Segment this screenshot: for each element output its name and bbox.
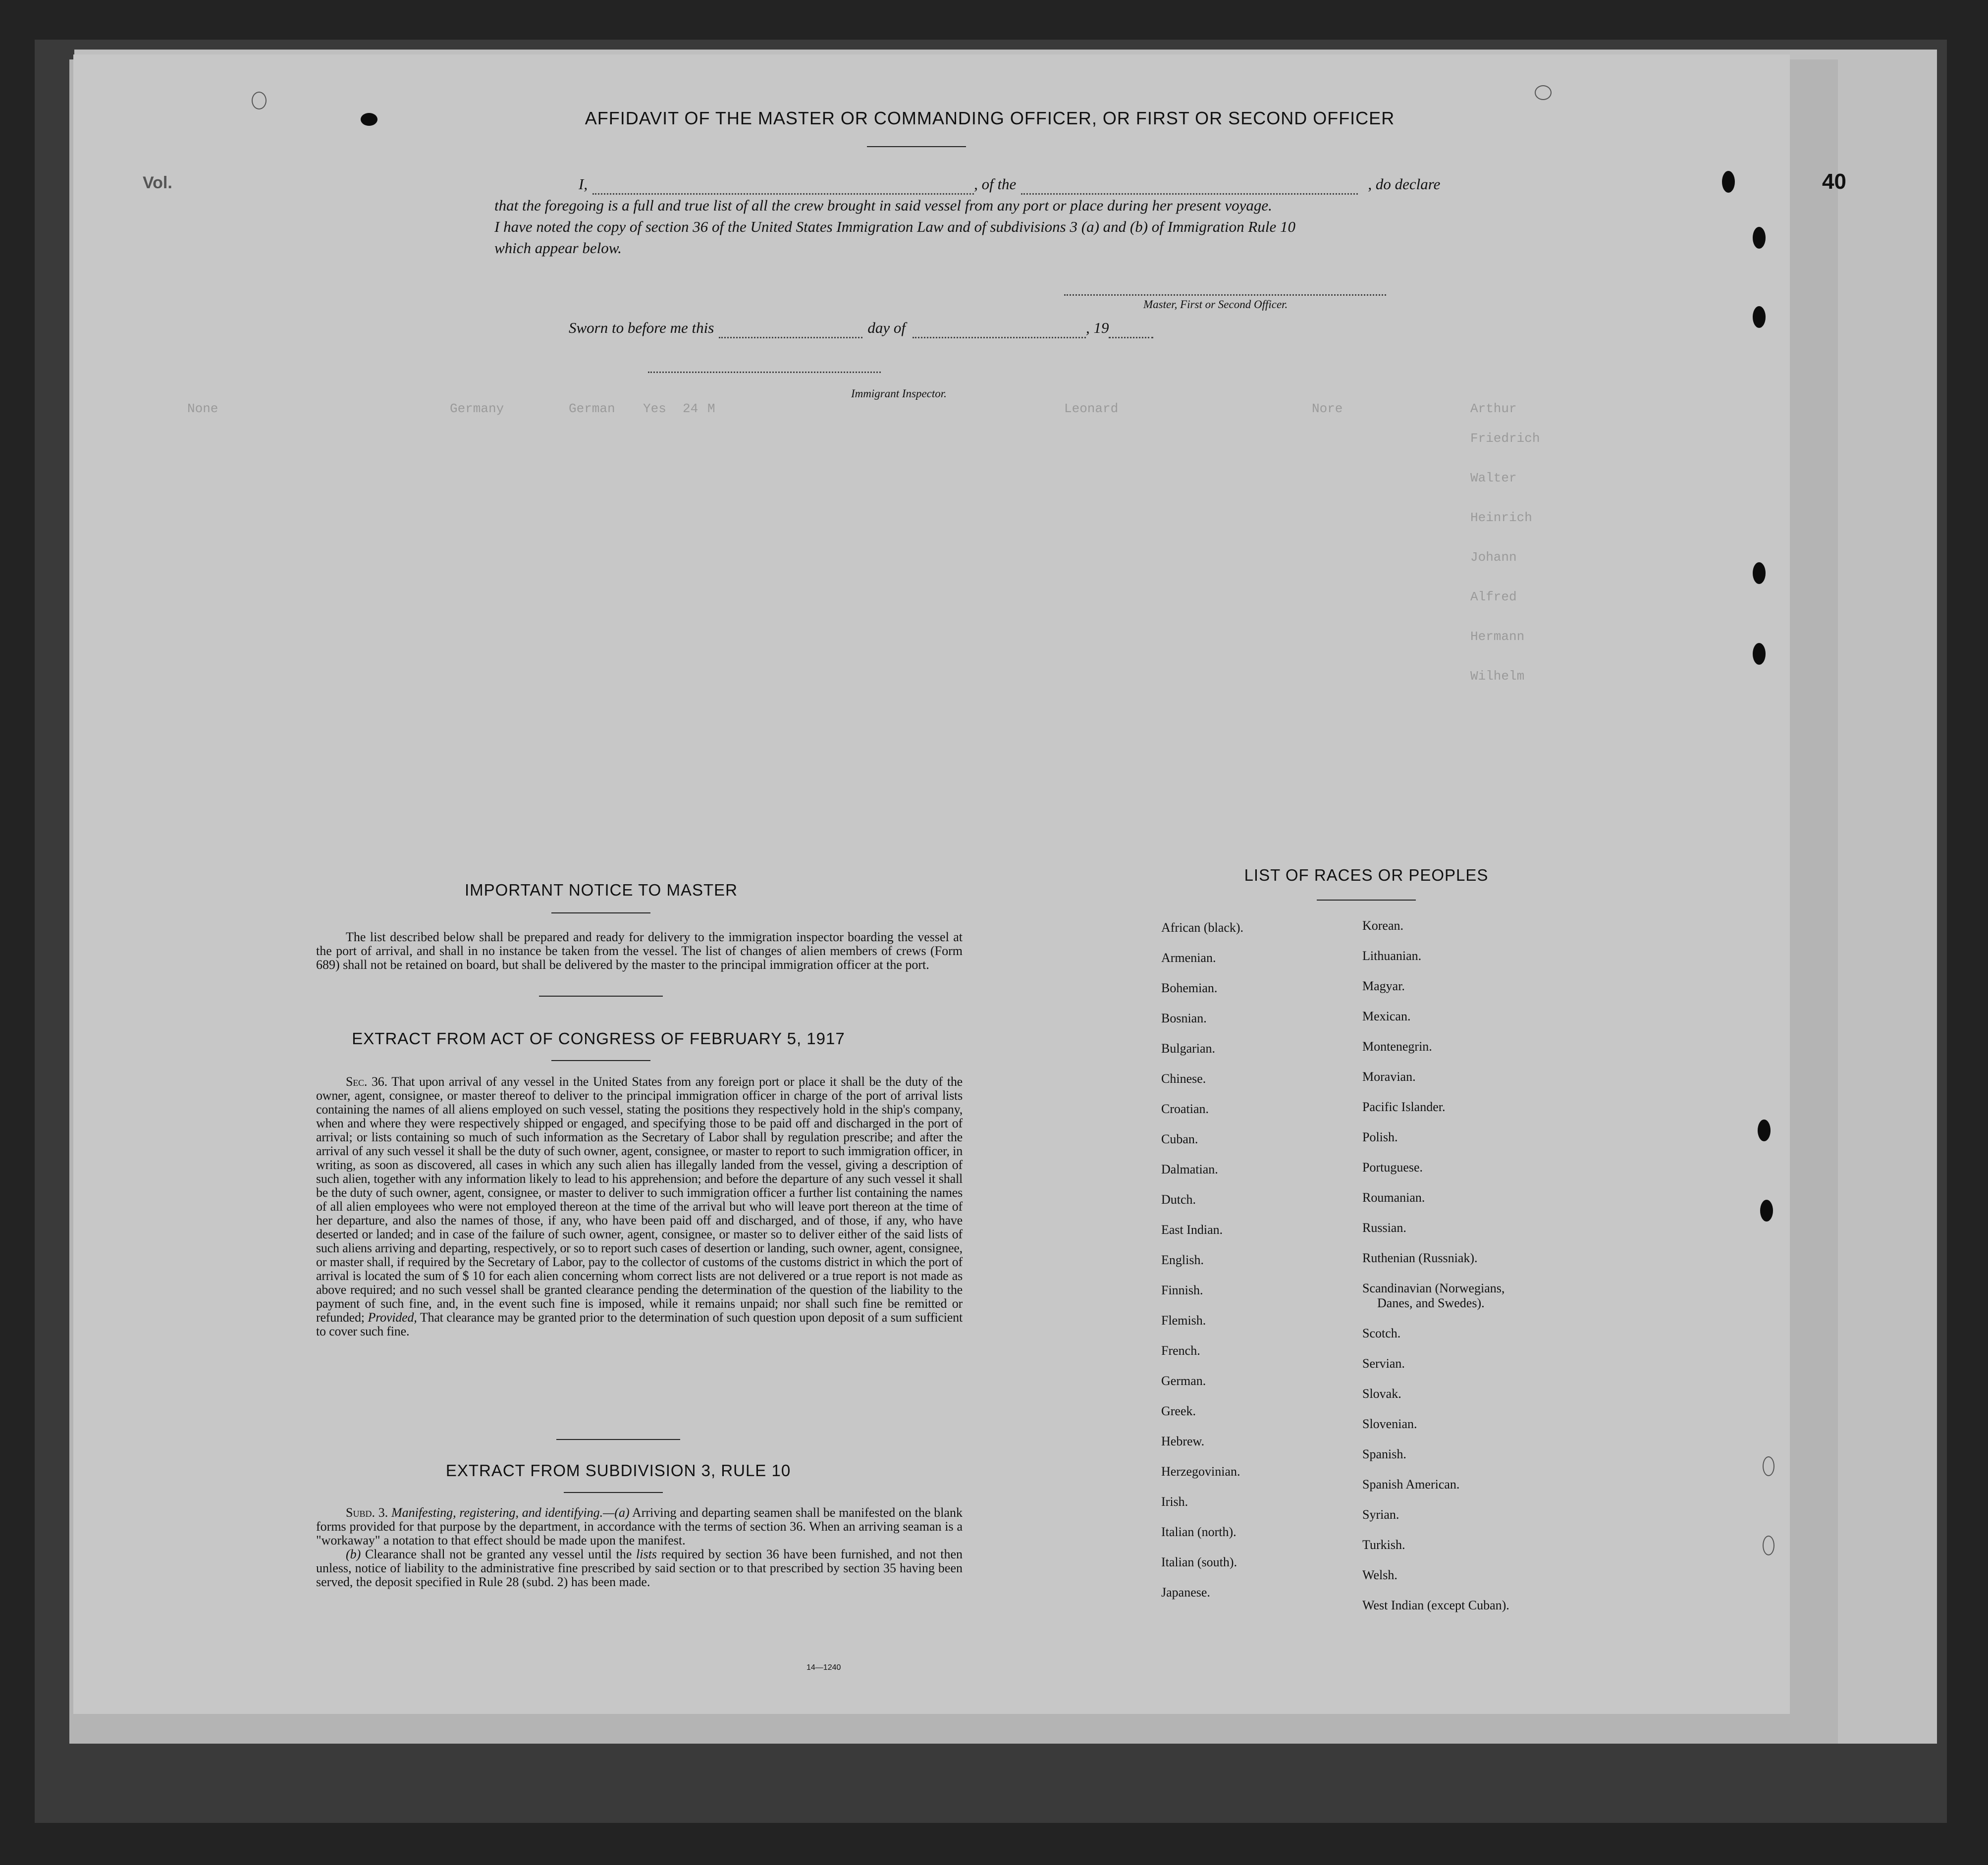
separator-rule — [539, 996, 663, 997]
binder-hole — [1760, 1200, 1773, 1222]
declaration-line-2: I have noted the copy of section 36 of the United States Immigration Law and of subdivisions 3 (a) and (b) of Immigration Rule 10 — [494, 218, 1295, 235]
race-item: Roumanian. — [1362, 1190, 1425, 1205]
punch-mark — [1535, 85, 1552, 100]
binder-hole — [1758, 1119, 1771, 1141]
rule-title: EXTRACT FROM SUBDIVISION 3, RULE 10 — [445, 1461, 791, 1480]
race-item: Moravian. — [1362, 1069, 1416, 1084]
race-item: Montenegrin. — [1362, 1039, 1432, 1054]
binder-hole-outline — [1763, 1536, 1774, 1555]
ghost-text: Leonard — [1064, 401, 1119, 416]
rule-para-b-label: (b) — [346, 1547, 361, 1561]
declaration-line-1: that the foregoing is a full and true list of all the crew brought in said vessel from any port or place during her present voyage. — [494, 197, 1272, 214]
race-item: Servian. — [1362, 1356, 1405, 1371]
notice-underline — [551, 912, 650, 913]
race-item: French. — [1161, 1343, 1200, 1358]
race-item: Russian. — [1362, 1221, 1406, 1235]
race-item: German. — [1161, 1374, 1206, 1388]
sworn-year-blank — [1109, 328, 1153, 338]
ghost-text: 24 — [683, 401, 698, 416]
vessel-blank — [1021, 185, 1358, 195]
name-blank — [592, 185, 974, 195]
race-item: Bohemian. — [1161, 981, 1218, 995]
races-right-column — [1362, 918, 1509, 1628]
race-item: Italian (north). — [1161, 1525, 1236, 1539]
rule-para-a: Arriving and departing seamen shall be manifested on the blank forms provided for that purpose by the department, in accordance with the terms of section 36. When an arriving seaman is a "workaway" a notation to that effect should be made upon the manifest. — [316, 1505, 963, 1547]
ghost-text: German — [569, 401, 615, 416]
rule-text-block — [316, 1506, 963, 1589]
race-item: Greek. — [1161, 1404, 1196, 1418]
binder-hole — [1753, 227, 1766, 249]
binder-hole — [1753, 306, 1766, 328]
race-item: Lithuanian. — [1362, 949, 1422, 963]
ghost-text: Wilhelm — [1470, 669, 1525, 684]
race-item: Italian (south). — [1161, 1555, 1237, 1569]
ghost-text: None — [187, 401, 218, 416]
master-signature-label: Master, First or Second Officer. — [1143, 298, 1288, 311]
rule-underline — [564, 1492, 663, 1493]
binder-hole — [1753, 562, 1766, 584]
race-item: Pacific Islander. — [1362, 1100, 1446, 1114]
race-item: Magyar. — [1362, 979, 1405, 993]
race-item: Spanish American. — [1362, 1477, 1460, 1492]
race-item: East Indian. — [1161, 1223, 1223, 1237]
separator-rule — [556, 1439, 680, 1440]
race-item: Spanish. — [1362, 1447, 1406, 1461]
race-item: Slovenian. — [1362, 1417, 1417, 1431]
margin-note: Vol. — [143, 173, 172, 192]
manifest-sheet — [73, 54, 1846, 1714]
ghost-text: Walter — [1470, 471, 1517, 485]
race-item: West Indian (except Cuban). — [1362, 1598, 1509, 1612]
sworn-line — [569, 317, 1153, 338]
race-item: Mexican. — [1362, 1009, 1411, 1023]
title-underline — [867, 146, 966, 147]
ghost-text: Johann — [1470, 550, 1517, 565]
race-item: African (black). — [1161, 920, 1244, 935]
race-item: Finnish. — [1161, 1283, 1203, 1297]
inspector-signature-line — [648, 372, 881, 373]
race-item: Korean. — [1362, 918, 1404, 933]
sworn-month-blank — [913, 328, 1086, 338]
act-text-block — [316, 1075, 963, 1338]
sworn-day-of: day of — [867, 319, 906, 336]
page-number: 40 — [1822, 169, 1846, 194]
race-item: Slovak. — [1362, 1386, 1401, 1401]
race-item: Syrian. — [1362, 1507, 1399, 1522]
ghost-text: Friedrich — [1470, 431, 1540, 446]
race-item: Bulgarian. — [1161, 1041, 1216, 1056]
race-item: Croatian. — [1161, 1102, 1209, 1116]
race-item: Herzegovinian. — [1161, 1464, 1240, 1479]
race-item: Japanese. — [1161, 1585, 1210, 1599]
rule-para-b-1: Clearance shall not be granted any vessel until the — [365, 1547, 632, 1561]
ghost-text: Germany — [450, 401, 504, 416]
rule-subd-label: Subd. 3. — [346, 1505, 388, 1520]
ghost-text: Alfred — [1470, 589, 1517, 604]
race-item: Portuguese. — [1362, 1160, 1423, 1174]
binder-hole — [1753, 643, 1766, 665]
affidavit-title: AFFIDAVIT OF THE MASTER OR COMMANDING OFFICER, OR FIRST OR SECOND OFFICER — [585, 108, 1395, 128]
act-title: EXTRACT FROM ACT OF CONGRESS OF FEBRUARY 5, 1917 — [352, 1029, 845, 1048]
race-item: Danes, and Swedes). — [1377, 1296, 1485, 1310]
form-number: 14—1240 — [806, 1663, 841, 1672]
act-section-text: That upon arrival of any vessel in the United States from any foreign port or place it shall be the duty of the owner, agent, consignee, or master thereof to deliver to the principal immigration officer in charge of the port of arrival lists containing the names of all aliens employed on such vessel, stating the positions they respectively hold in the ship's company, when and where they were respectively shipped or engaged, and specifying those to be paid off and discharged in the port of arrival; or lists containing so much of such information as the Secretary of Labor shall by regulation prescribe; and after the arrival of any such vessel it shall be the duty of such owner, agent, consignee, or master to report to such immigration officer, in writing, as soon as discovered, all cases in which any such alien has illegally landed from the vessel, giving a description of such alien, together with any information likely to lead to his apprehension; and before the departure of any such vessel it shall be the duty of such owner, agent, consignee, or master to deliver to such immigration officer a further list containing the names of all alien employees who were not employed thereon at the time of the arrival but who will leave port thereon at the time of her departure, and also the names of those, if any, who have been paid off and discharged, and of those, if any, who have deserted or landed; and in case of the failure of such owner, agent, consignee, or master so to deliver either of the said lists of such aliens arriving and departing, respectively, or so to report such cases of desertion or landing, such owner, agent, consignee, or master shall, if required by the Secretary of Labor, pay to the collector of customs of the customs district in which the port of arrival is located the sum of $ 10 for each alien concerning whom correct lists are not delivered or a true report is not made as above required; and no such vessel shall be granted clearance pending the determination of the question of the liability to the payment of such fine, and, in the event such fine is imposed, while it remains unpaid; nor shall such fine be remitted or refunded; — [316, 1074, 963, 1325]
rule-para-b-2: required by section 36 have been furnished, and not then unless, notice of liability to the administrative fine prescribed by said section or to that prescribed by section 35 having been served, the deposit specified in Rule 28 (subd. 2) has been made. — [316, 1547, 963, 1589]
race-item: English. — [1161, 1253, 1204, 1267]
ghost-text: Arthur — [1470, 401, 1517, 416]
punch-mark — [361, 113, 377, 126]
binder-hole-outline — [1763, 1456, 1774, 1476]
race-item: Chinese. — [1161, 1071, 1206, 1086]
races-left-column — [1161, 920, 1243, 1615]
races-underline — [1317, 900, 1416, 901]
ghost-text: Nore — [1312, 401, 1343, 416]
affidavit-i: I, — [579, 175, 588, 193]
ghost-text: M — [707, 401, 715, 416]
race-item: Polish. — [1362, 1130, 1398, 1144]
act-provided-word: Provided, — [368, 1310, 417, 1325]
race-item: Scandinavian (Norwegians, — [1362, 1281, 1505, 1295]
affidavit-do-declare: , do declare — [1368, 175, 1441, 193]
notice-title: IMPORTANT NOTICE TO MASTER — [465, 881, 738, 899]
affidavit-body — [494, 173, 1485, 259]
sworn-prefix: Sworn to before me this — [569, 319, 714, 336]
race-item: Irish. — [1161, 1494, 1188, 1509]
races-title: LIST OF RACES OR PEOPLES — [1244, 866, 1489, 884]
declaration-line-3: which appear below. — [494, 239, 622, 257]
master-signature-line — [1064, 294, 1386, 296]
inspector-label: Immigrant Inspector. — [851, 387, 947, 400]
race-item: Armenian. — [1161, 951, 1216, 965]
ghost-text: Heinrich — [1470, 510, 1532, 525]
sworn-year-prefix: , 19 — [1085, 319, 1109, 336]
act-section-label: Sec. 36. — [346, 1074, 387, 1089]
act-section-text-end: That clearance may be granted prior to the determination of such question upon deposit of a sum sufficient to cover such fine. — [316, 1310, 963, 1338]
race-item: Scotch. — [1362, 1326, 1401, 1340]
affidavit-of-the: , of the — [974, 175, 1017, 193]
race-item: Bosnian. — [1161, 1011, 1207, 1025]
race-item: Turkish. — [1362, 1538, 1405, 1552]
race-item: Dutch. — [1161, 1192, 1196, 1207]
act-underline — [551, 1060, 650, 1061]
race-item: Dalmatian. — [1161, 1162, 1218, 1176]
binder-hole — [1722, 171, 1735, 193]
race-item: Hebrew. — [1161, 1434, 1205, 1448]
rule-para-b-lists: lists — [636, 1547, 657, 1561]
punch-mark — [252, 92, 267, 109]
race-item: Ruthenian (Russniak). — [1362, 1251, 1478, 1265]
ghost-text: Yes — [643, 401, 666, 416]
ghost-text: Hermann — [1470, 629, 1525, 644]
notice-text: The list described below shall be prepared and ready for delivery to the immigration inspector boarding the vessel at the port of arrival, and shall in no instance be taken from the vessel. The list of changes of alien members of crews (Form 689) shall not be retained on board, but shall be delivered by the master to the principal immigration officer at the port. — [316, 930, 963, 972]
race-item: Cuban. — [1161, 1132, 1198, 1146]
sworn-day-blank — [719, 328, 862, 338]
race-item: Flemish. — [1161, 1313, 1206, 1328]
race-item: Welsh. — [1362, 1568, 1397, 1582]
rule-subd-heading: Manifesting, registering, and identifying.—(a) — [391, 1505, 630, 1520]
